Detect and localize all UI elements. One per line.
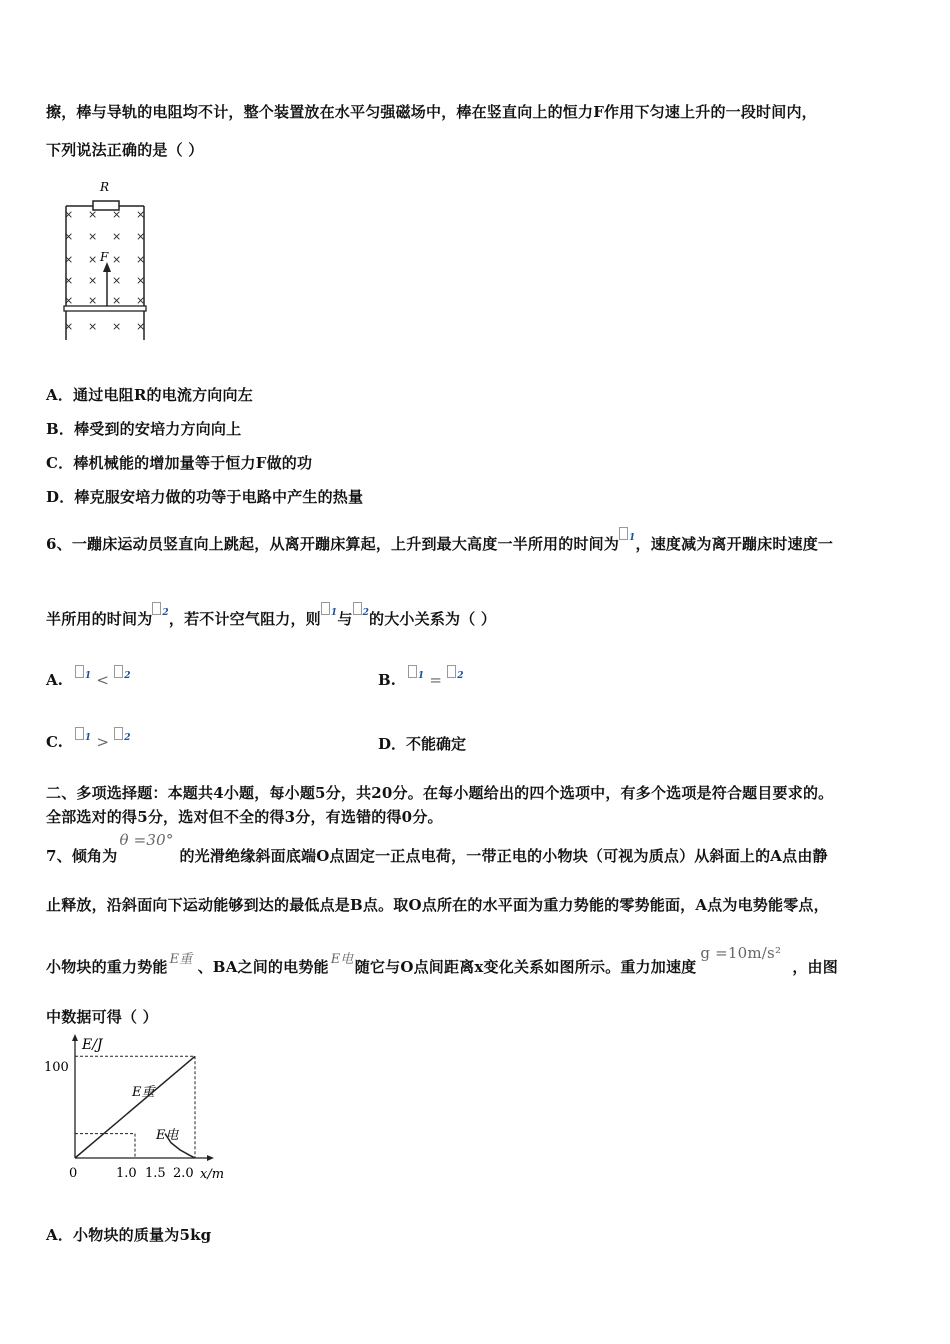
svg-text:×: × [88, 230, 98, 243]
svg-text:×: × [64, 208, 74, 221]
q5-text-line2: 下列说法正确的是（ ） [46, 141, 204, 159]
q6-option-b: B. $^1$ = $^2$ [378, 671, 463, 689]
svg-text:×: × [64, 230, 74, 243]
e-electric-symbol: E电 [330, 952, 354, 967]
x-tick-2: 2.0 [173, 1166, 194, 1181]
svg-text:×: × [88, 274, 98, 287]
svg-text:×: × [64, 253, 74, 266]
gravity-expression: g =10m/s² [700, 944, 782, 962]
q6-option-c: C. $^1$ > $^2$ [46, 733, 130, 751]
conducting-rod [64, 306, 146, 311]
q6-text-line1: 6、一蹦床运动员竖直向上跳起，从离开蹦床算起，上升到最大高度一半所用的时间为 $^1$，速度减为离开蹦床时速度一 [46, 533, 833, 554]
svg-text:×: × [112, 230, 122, 243]
svg-text:×: × [88, 294, 98, 307]
svg-text:×: × [112, 253, 122, 266]
t1-placeholder-icon [619, 527, 628, 540]
section2-line1: 二、多项选择题：本题共4小题，每小题5分，共20分。在每小题给出的四个选项中，有多个选项是符合题目要求的。 [46, 784, 834, 802]
t2-placeholder-icon [353, 602, 362, 615]
q5-circuit-figure [58, 178, 158, 344]
force-label: F [100, 250, 109, 264]
q6-option-a: A. $^1$ < $^2$ [46, 671, 130, 689]
t2-placeholder-icon [152, 602, 161, 615]
svg-text:×: × [112, 274, 122, 287]
series-label-e-dian: E电 [156, 1128, 179, 1143]
series-label-e-zhong: E重 [132, 1085, 155, 1100]
x-tick-0: 0 [69, 1166, 78, 1181]
svg-text:×: × [64, 320, 74, 333]
y-tick-100: 100 [44, 1060, 69, 1075]
svg-text:×: × [112, 320, 122, 333]
q5-text-line1: 擦，棒与导轨的电阻均不计，整个装置放在水平匀强磁场中，棒在竖直向上的恒力F作用下匀速上升的一段时间内， [46, 103, 817, 121]
y-axis-arrow-icon [72, 1034, 78, 1041]
q7-text-line2: 止释放，沿斜面向下运动能够到达的最低点是B点。取O点所在的水平面为重力势能的零势能面，A点为电势能零点， [46, 896, 829, 914]
section2-line2: 全部选对的得5分，选对但不全的得3分，有选错的得0分。 [46, 808, 443, 826]
q6-text-line2: 半所用的时间为 $^2$，若不计空气阻力，则 $^1$与 $^2$的大小关系为（ ） [46, 608, 496, 629]
q7-energy-chart [40, 1034, 240, 1184]
q7-text-line1: 7、倾角为 θ =30° 的光滑绝缘斜面底端O点固定一正点电荷，一带正电的小物块（可视为质点）从斜面上的A点由静 [46, 831, 828, 865]
q6-option-d: D．不能确定 [378, 735, 467, 753]
x-tick-1-5: 1.5 [145, 1166, 166, 1181]
svg-text:×: × [136, 230, 146, 243]
svg-text:×: × [88, 208, 98, 221]
svg-text:×: × [112, 294, 122, 307]
q7-option-a: A．小物块的质量为5kg [46, 1226, 212, 1244]
t1-placeholder-icon [321, 602, 330, 615]
svg-text:×: × [88, 320, 98, 333]
q5-option-b: B．棒受到的安培力方向向上 [46, 420, 242, 438]
svg-text:×: × [136, 320, 146, 333]
q7-text-line4: 中数据可得（ ） [46, 1008, 158, 1026]
q7-text-line3: 小物块的重力势能 E重 、BA之间的电势能 E电 随它与O点间距离x变化关系如图所示。重力加速度 g =10m/s² ，由图 [46, 944, 838, 976]
svg-text:×: × [88, 253, 98, 266]
svg-text:×: × [64, 294, 74, 307]
y-axis-label: E/J [82, 1037, 103, 1053]
resistor-label: R [100, 180, 110, 194]
x-axis-label: x/m [200, 1167, 225, 1182]
q5-option-a: A．通过电阻R的电流方向向左 [46, 386, 253, 404]
svg-text:×: × [136, 294, 146, 307]
svg-text:×: × [64, 274, 74, 287]
x-axis-arrow-icon [207, 1155, 214, 1161]
q5-option-c: C．棒机械能的增加量等于恒力F做的功 [46, 454, 313, 472]
e-gravity-symbol: E重 [169, 952, 193, 967]
q5-option-d: D．棒克服安培力做的功等于电路中产生的热量 [46, 488, 364, 506]
svg-text:×: × [136, 208, 146, 221]
svg-text:×: × [136, 253, 146, 266]
svg-text:×: × [136, 274, 146, 287]
svg-text:×: × [112, 208, 122, 221]
x-tick-1: 1.0 [116, 1166, 137, 1181]
theta-expression: θ =30° [119, 831, 174, 849]
